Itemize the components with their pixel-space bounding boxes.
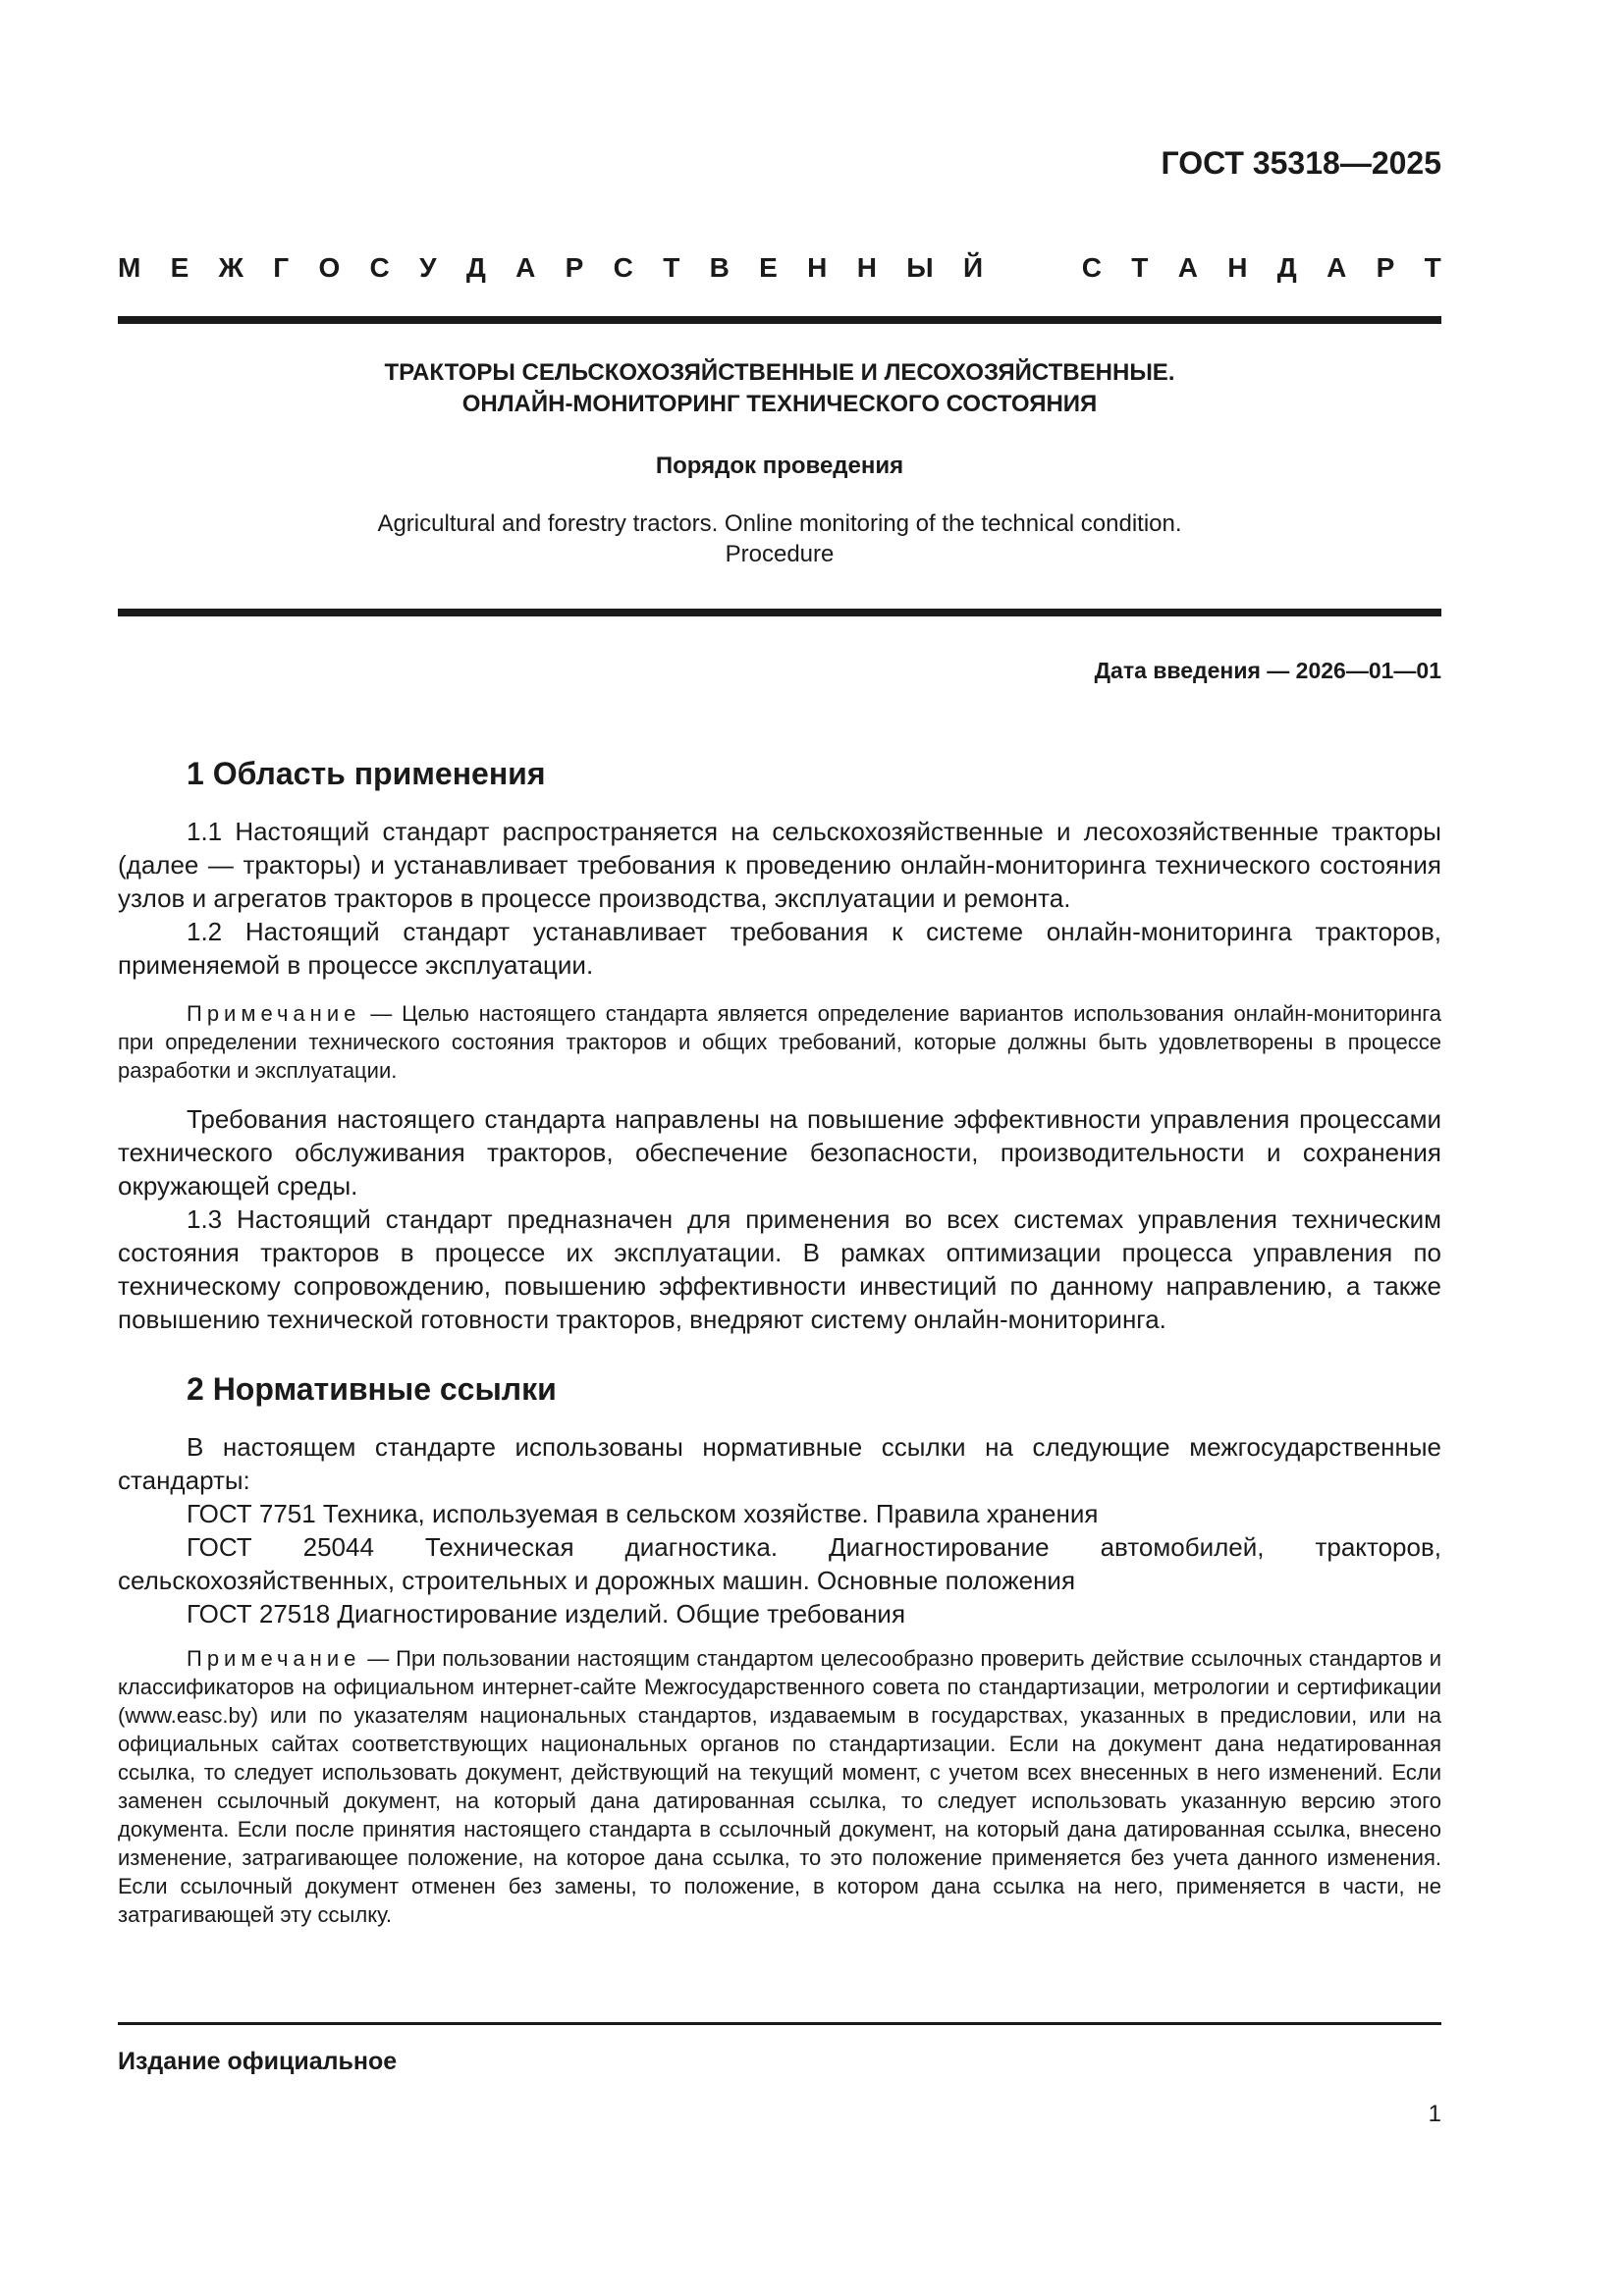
- section-1-heading: 1 Область применения: [187, 756, 546, 791]
- banner-letter: Н: [807, 252, 828, 283]
- banner-letter: С: [369, 252, 390, 283]
- note-text: — При пользовании настоящим стандартом целесообразно проверить действие ссылочных стандартов и классификаторов на официальном интернет-сайте Межгосударственного совета по стандартизации, метрологии и сертификации (www.easc.by) или по указателям национальных стандартов, издаваемым в государствах, указанных в предисловии, или на официальных сайтах соответствующих национальных органов по стандартизации. Если на документ дана недатированная ссылка, то следует использовать документ, действующий на текущий момент, с учетом всех внесенных в него изменений. Если заменен ссылочный документ, на который дана датированная ссылка, то следует использовать указанную версию этого документа. Если после принятия настоящего стандарта в ссылочный документ, на который дана датированная ссылка, внесено изменение, затрагивающее положение, на которое дана ссылка, то это положение применяется без учета данного изменения. Если ссылочный документ отменен без замены, то положение, в котором дана ссылка на него, применяется в части, не затрагивающей эту ссылку.: [118, 1646, 1441, 1927]
- reference-item: ГОСТ 7751 Техника, используемая в сельском хозяйстве. Правила хранения: [187, 1499, 1099, 1528]
- introduction-date: Дата введения — 2026—01—01: [1094, 658, 1441, 683]
- banner-letter: Г: [273, 252, 290, 283]
- banner-letter: Н: [1227, 252, 1248, 283]
- document-page: [118, 0, 1441, 2296]
- banner-letter: А: [515, 252, 536, 283]
- section-1-paragraph-1-2: 1.2 Настоящий стандарт устанавливает требования к системе онлайн-мониторинга тракторов, применяемой в процессе эксплуатации.: [118, 917, 1441, 980]
- footer-rule: [118, 2022, 1441, 2025]
- document-code: ГОСТ 35318—2025: [1161, 145, 1441, 181]
- section-1-paragraph-1-3: 1.3 Настоящий стандарт предназначен для применения во всех системах управления техническим состояния тракторов в процессе их эксплуатации. В рамках оптимизации процесса управления по техническому сопровождению, повышению эффективности инвестиций по данному направлению, а также повышению технической готовности тракторов, внедряют систему онлайн-мониторинга.: [118, 1204, 1441, 1334]
- banner-letter: Н: [856, 252, 877, 283]
- banner-letter: А: [1326, 252, 1347, 283]
- section-2-intro: В настоящем стандарте использованы нормативные ссылки на следующие межгосударственные стандарты:: [118, 1432, 1441, 1495]
- banner-letter: Т: [1131, 252, 1149, 283]
- note-label: Примечание: [187, 1646, 361, 1671]
- reference-item: ГОСТ 27518 Диагностирование изделий. Общие требования: [187, 1599, 906, 1629]
- section-2-note: [118, 1644, 1441, 1929]
- document-body: [118, 754, 1441, 1947]
- page-number: 1: [1428, 2101, 1441, 2127]
- banner-letter: Р: [1376, 252, 1395, 283]
- banner-word-gap: [1012, 251, 1052, 285]
- banner-letter: Т: [1424, 252, 1441, 283]
- banner-letter: Ы: [906, 252, 934, 283]
- title-rule: [118, 609, 1441, 616]
- banner-letter: С: [1081, 252, 1102, 283]
- banner-letter: С: [613, 252, 633, 283]
- banner-letter: В: [709, 252, 730, 283]
- banner-letter: Е: [170, 252, 189, 283]
- banner-letter: Й: [962, 252, 984, 283]
- banner-letter: А: [1177, 252, 1198, 283]
- section-1-paragraph-1-1: 1.1 Настоящий стандарт распространяется на сельскохозяйственные и лесохозяйственные тракторы (далее — тракторы) и устанавливает требования к проведению онлайн-мониторинга технического состояния узлов и агрегатов тракторов в процессе производства, эксплуатации и ремонта.: [118, 817, 1441, 913]
- note-label: Примечание: [187, 1001, 361, 1026]
- section-1-note: [118, 999, 1441, 1085]
- title-ru-line-1: ТРАКТОРЫ СЕЛЬСКОХОЗЯЙСТВЕННЫЕ И ЛЕСОХОЗЯЙСТВЕННЫЕ.: [384, 359, 1175, 386]
- banner-letter: Е: [759, 252, 778, 283]
- reference-item: ГОСТ 25044 Техническая диагностика. Диагностирование автомобилей, тракторов, сельскохозяйственных, строительных и дорожных машин. Основные положения: [118, 1532, 1441, 1595]
- banner-letter: У: [419, 252, 437, 283]
- note-text: — Целью настоящего стандарта является определение вариантов использования онлайн-мониторинга при определении технического состояния тракторов и общих требований, которые должны быть удовлетворены в процессе разработки и эксплуатации.: [118, 1001, 1441, 1083]
- title-block: [118, 357, 1441, 569]
- banner-letter: М: [118, 252, 141, 283]
- section-2-heading: 2 Нормативные ссылки: [187, 1371, 557, 1407]
- official-edition-label: Издание официальное: [118, 2048, 398, 2075]
- header-rule: [118, 316, 1441, 324]
- title-ru-line-2: ОНЛАЙН-МОНИТОРИНГ ТЕХНИЧЕСКОГО СОСТОЯНИЯ: [461, 391, 1098, 417]
- banner-letter: Ж: [218, 252, 244, 283]
- title-en-line-1: Agricultural and forestry tractors. Online monitoring of the technical condition.: [377, 510, 1182, 537]
- banner-letter: Т: [663, 252, 680, 283]
- banner-letter: О: [318, 252, 341, 283]
- interstate-standard-banner: [118, 251, 1441, 285]
- section-1-paragraph-requirements: Требования настоящего стандарта направлены на повышение эффективности управления процессами технического обслуживания тракторов, обеспечение безопасности, производительности и сохранения окружающей среды.: [118, 1104, 1441, 1201]
- title-en-line-2: Procedure: [725, 541, 835, 567]
- banner-letter: Д: [465, 252, 486, 283]
- banner-letter: Р: [565, 252, 584, 283]
- title-ru-subtitle: Порядок проведения: [655, 453, 904, 479]
- banner-letter: Д: [1276, 252, 1297, 283]
